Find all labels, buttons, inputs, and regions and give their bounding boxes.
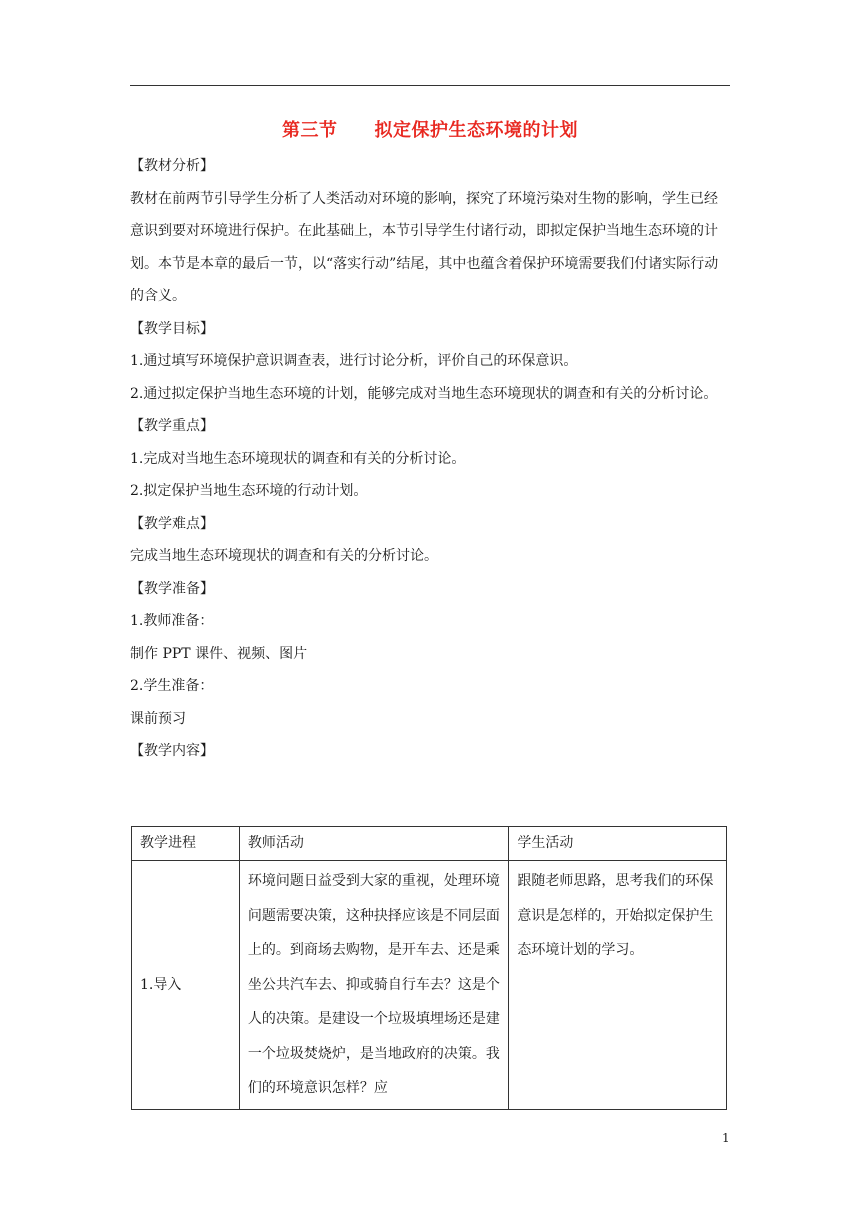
- student-prep-text: 课前预习: [130, 710, 186, 727]
- table-header-row: [132, 827, 727, 861]
- header-teacher-activity: 教师活动: [239, 827, 509, 861]
- analysis-paragraph: 教材在前两节引导学生分析了人类活动对环境的影响，探究了环境污染对生物的影响，学生已经意识到要对环境进行保护。在此基础上，本节引导学生付诸行动，即拟定保护当地生态环境的计划。本节是本章的最后一节，以“落实行动”结尾，其中也蕴含着保护环境需要我们付诸实际行动的含义。: [130, 190, 719, 304]
- key-point-item: 1.完成对当地生态环境现状的调查和有关的分析讨论。: [130, 450, 466, 467]
- lesson-table: [131, 826, 727, 1110]
- teacher-prep-label: 1.教师准备：: [130, 613, 214, 629]
- teacher-prep-text: 制作 PPT 课件、视频、图片: [130, 645, 308, 662]
- header-rule: [130, 85, 730, 86]
- key-point-item: 2.拟定保护当地生态环境的行动计划。: [130, 483, 368, 499]
- cell-stage: 1.导入: [132, 861, 240, 1110]
- objective-item: 2.通过拟定保护当地生态环境的计划，能够完成对当地生态环境现状的调查和有关的分析讨论。: [130, 385, 718, 402]
- header-stage: 教学进程: [132, 827, 240, 861]
- header-student-activity: 学生活动: [509, 827, 727, 861]
- section-heading-content: 【教学内容】: [130, 743, 214, 759]
- student-prep-label: 2.学生准备：: [130, 678, 214, 694]
- page-title: 第三节 拟定保护生态环境的计划: [282, 120, 578, 141]
- cell-student-activity: 跟随老师思路，思考我们的环保意识是怎样的，开始拟定保护生态环境计划的学习。: [509, 861, 727, 1110]
- section-heading-preparation: 【教学准备】: [130, 580, 214, 597]
- section-heading-difficulties: 【教学难点】: [130, 515, 214, 532]
- objective-item: 1.通过填写环境保护意识调查表，进行讨论分析，评价自己的环保意识。: [130, 353, 578, 369]
- document-body: [130, 150, 730, 768]
- section-heading-analysis: 【教材分析】: [130, 158, 214, 174]
- difficulties-text: 完成当地生态环境现状的调查和有关的分析讨论。: [130, 548, 438, 564]
- cell-teacher-activity: 环境问题日益受到大家的重视，处理环境问题需要决策，这种抉择应该是不同层面上的。到商场去购物，是开车去、还是乘坐公共汽车去、抑或骑自行车去？这是个人的决策。是建设一个垃圾填埋场还是建一个垃圾焚烧炉，是当地政府的决策。我们的环境意识怎样？应: [239, 861, 509, 1110]
- table-row: [132, 861, 727, 1110]
- page-number: 1: [722, 1131, 730, 1145]
- section-heading-objectives: 【教学目标】: [130, 320, 214, 337]
- section-heading-key-points: 【教学重点】: [130, 418, 214, 434]
